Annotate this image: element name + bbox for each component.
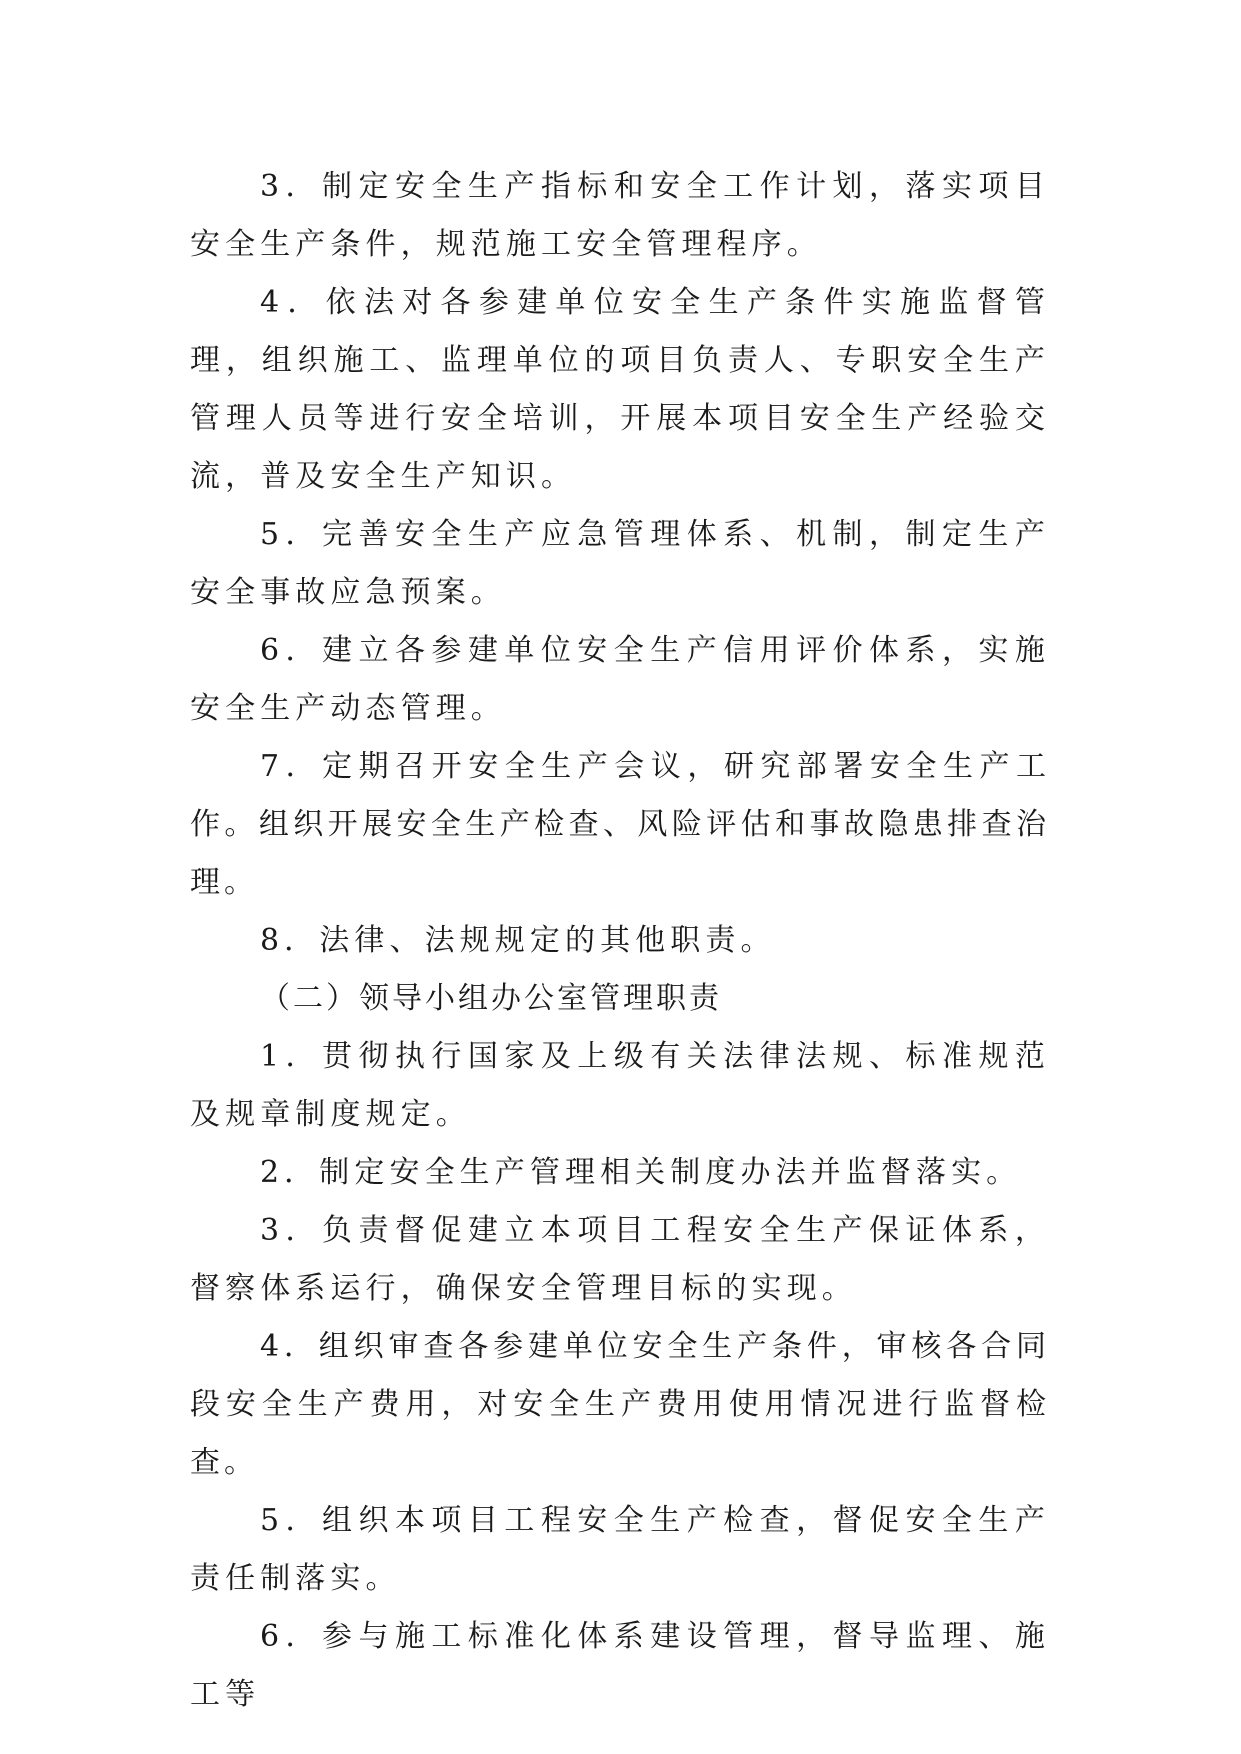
paragraph-item-3: 3．制定安全生产指标和安全工作计划，落实项目安全生产条件，规范施工安全管理程序。 bbox=[190, 169, 1050, 262]
section-paragraph-item-5: 5．组织本项目工程安全生产检查，督促安全生产责任制落实。 bbox=[190, 1503, 1050, 1596]
paragraph-item-5: 5．完善安全生产应急管理体系、机制，制定生产安全事故应急预案。 bbox=[190, 517, 1050, 610]
section-paragraph-item-1: 1．贯彻执行国家及上级有关法律法规、标准规范及规章制度规定。 bbox=[190, 1039, 1050, 1132]
paragraph-item-8: 8．法律、法规规定的其他职责。 bbox=[260, 923, 776, 958]
section-paragraph-item-6: 6．参与施工标准化体系建设管理，督导监理、施工等 bbox=[190, 1619, 1050, 1712]
section-paragraph-item-3: 3．负责督促建立本项目工程安全生产保证体系，督察体系运行，确保安全管理目标的实现。 bbox=[190, 1213, 1050, 1306]
paragraph-item-7: 7．定期召开安全生产会议，研究部署安全生产工作。组织开展安全生产检查、风险评估和事故隐患排查治理。 bbox=[190, 749, 1050, 900]
section-paragraph-item-2: 2．制定安全生产管理相关制度办法并监督落实。 bbox=[260, 1155, 1022, 1190]
document-body bbox=[190, 158, 1050, 1724]
section-heading: （二）领导小组办公室管理职责 bbox=[260, 981, 722, 1016]
paragraph-item-4: 4．依法对各参建单位安全生产条件实施监督管理，组织施工、监理单位的项目负责人、专职安全生产管理人员等进行安全培训，开展本项目安全生产经验交流，普及安全生产知识。 bbox=[190, 285, 1050, 494]
paragraph-item-6: 6．建立各参建单位安全生产信用评价体系，实施安全生产动态管理。 bbox=[190, 633, 1050, 726]
section-paragraph-item-4: 4．组织审查各参建单位安全生产条件，审核各合同段安全生产费用，对安全生产费用使用情况进行监督检查。 bbox=[190, 1329, 1050, 1480]
